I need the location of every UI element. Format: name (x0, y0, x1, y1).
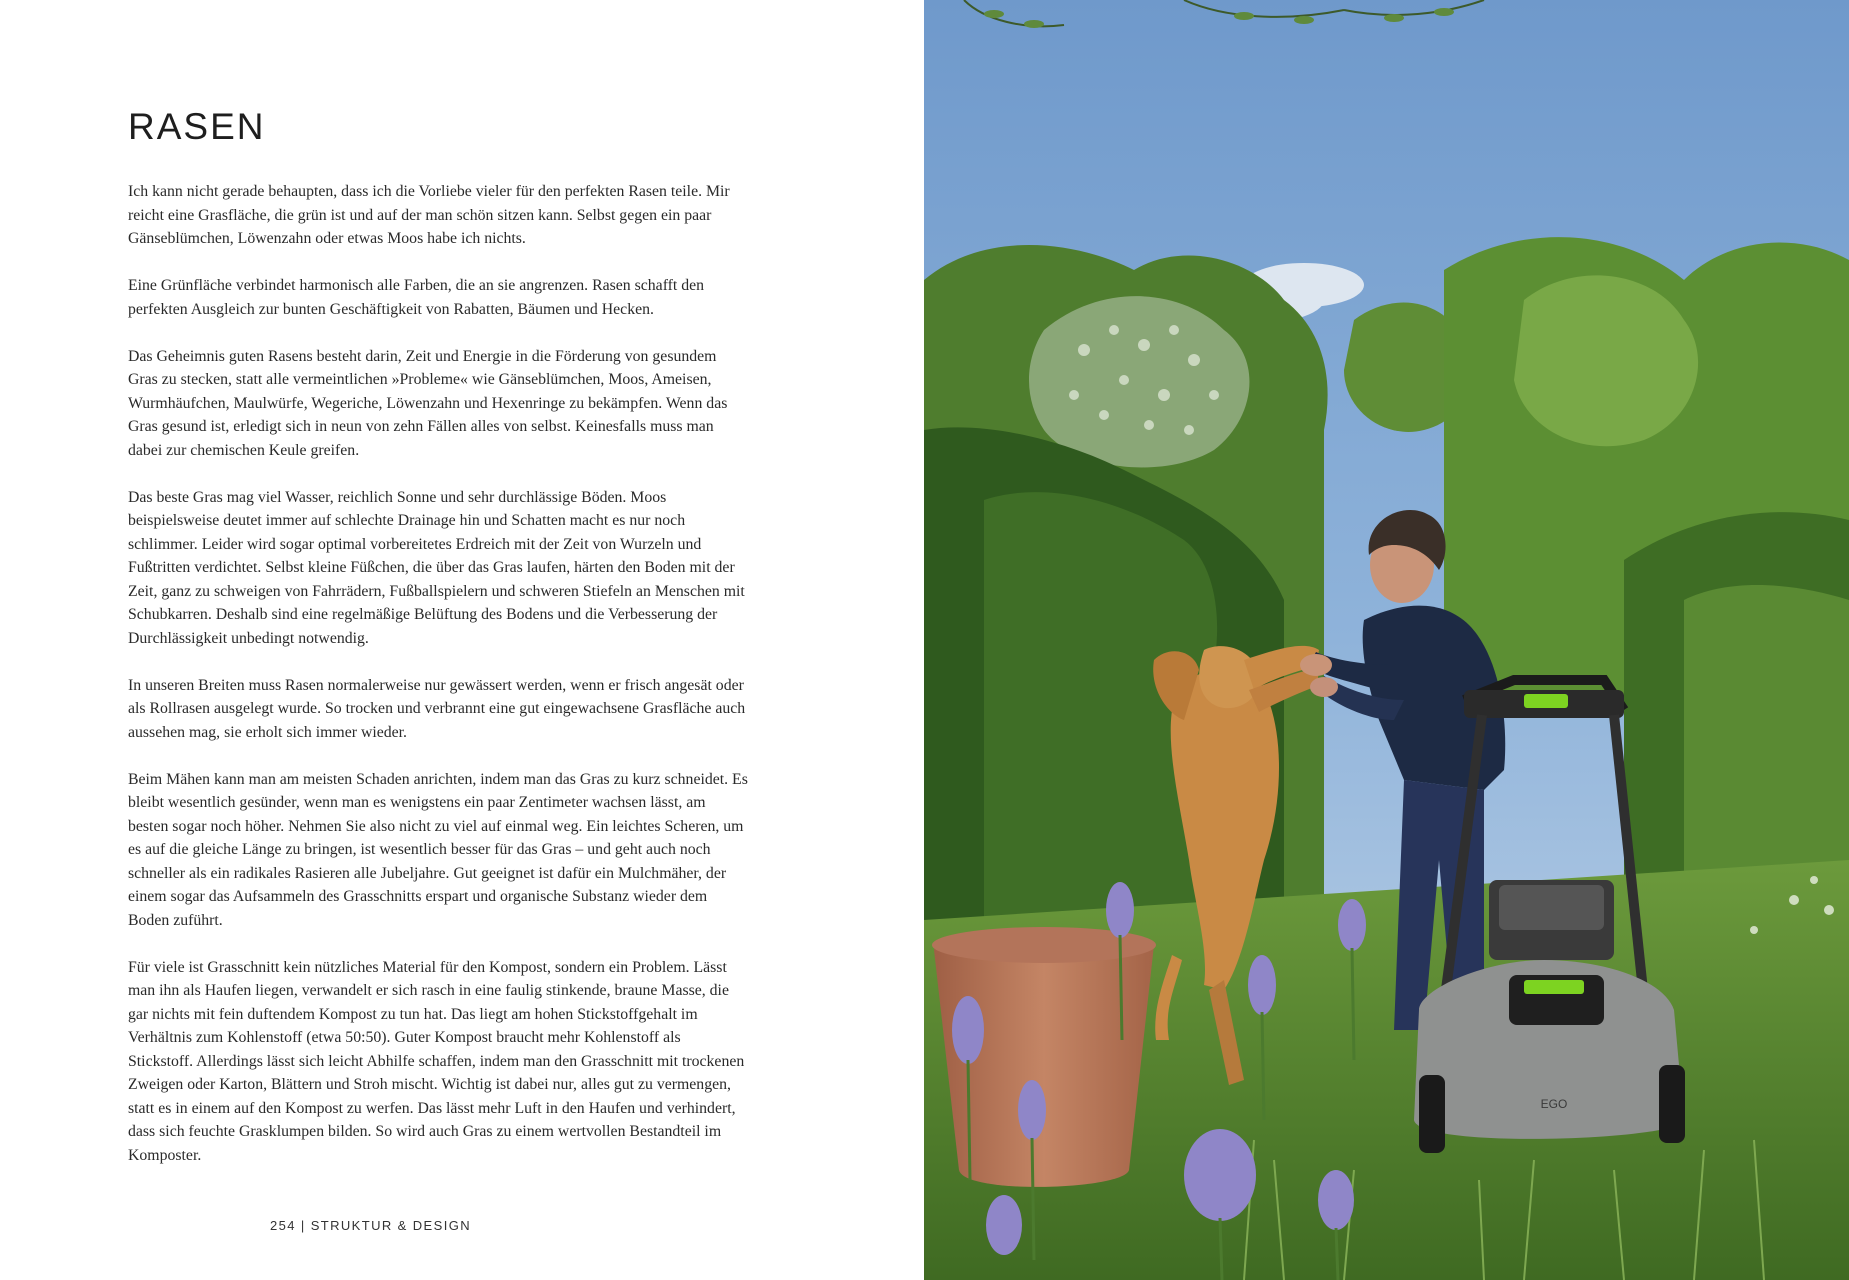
paragraph-2: Eine Grünfläche verbindet harmonisch alle Farben, die an sie angrenzen. Rasen schafft den perfekten Ausgleich zur bunten Geschäftigkeit von Rabatten, Bäumen und Hecken. (128, 277, 705, 318)
mower-brand-label: EGO (1540, 1097, 1568, 1111)
paragraph-1: Ich kann nicht gerade behaupten, dass ich die Vorliebe vieler für den perfekten Rasen teile. Mir reicht eine Grasfläche, die grün ist und auf der man schön sitzen kann. Selbst gegen ein paar Gänseblümchen, Löwenzahn oder etwas Moos habe ich nichts. (128, 183, 730, 247)
left-page (0, 0, 924, 1280)
garden-photo-illustration (924, 0, 1849, 1280)
body-text (128, 180, 748, 1191)
paragraph-4: Das beste Gras mag viel Wasser, reichlich Sonne und sehr durchlässige Böden. Moos beispielsweise deutet immer auf schlechte Drainage hin und Schatten macht es nur noch schlimmer. Leider wird sogar optimal vorbereitetes Erdreich mit der Zeit von Wurzeln und Fußtritten verdichtet. Selbst kleine Füßchen, die über das Gras laufen, härten den Boden mit der Zeit, ganz zu schweigen von Fahrrädern, Fußballspielern und schweren Stiefeln an Menschen mit Schubkarren. Deshalb sind eine regelmäßige Belüftung des Bodens und die Verbesserung der Durchlässigkeit unbedingt notwendig. (128, 488, 745, 647)
garden-photo (924, 0, 1849, 1280)
paragraph-6: Beim Mähen kann man am meisten Schaden anrichten, indem man das Gras zu kurz schneidet. Es bleibt wesentlich gesünder, wenn man es wenigstens ein paar Zentimeter wachsen lässt, am besten sogar noch höher. Nehmen Sie also nicht zu viel auf einmal weg. Ein leichtes Scheren, um es auf die gleiche Länge zu bringen, ist wesentlich besser für das Gras – und geht auch noch schneller als ein radikales Rasieren alle Jubeljahre. Gut geeignet ist dafür ein Mulchmäher, der einem sogar das Aufsammeln des Grasschnitts erspart und organische Substanz wieder dem Boden zuführt. (128, 770, 748, 929)
chapter-title: RASEN (128, 106, 266, 147)
paragraph-3: Das Geheimnis guten Rasens besteht darin, Zeit und Energie in die Förderung von gesundem Gras zu stecken, statt alle vermeintlichen »Probleme« wie Gänseblümchen, Moos, Ameisen, Wurmhäufchen, Maulwürfe, Wegeriche, Löwenzahn und Hexenringe zu bekämpfen. Wenn das Gras gesund ist, erledigt sich in neun von zehn Fällen alles von selbst. Keinesfalls muss man dabei zur chemischen Keule greifen. (128, 347, 728, 459)
right-hedge-highlight (1684, 585, 1849, 900)
page-folio: 254 | STRUKTUR & DESIGN (270, 1218, 472, 1233)
paragraph-5: In unseren Breiten muss Rasen normalerweise nur gewässert werden, wenn er frisch angesät oder als Rollrasen ausgelegt wurde. So trocken und verbrannt eine gut eingewachsene Grasfläche auch aussehen mag, sie erholt sich immer wieder. (128, 676, 746, 741)
paragraph-7: Für viele ist Grasschnitt kein nützliches Material für den Kompost, sondern ein Problem. Lässt man ihn als Haufen liegen, verwandelt er sich rasch in eine faulig stinkende, braune Masse, die gar nichts mit fein duftendem Kompost zu tun hat. Das liegt am hohen Stickstoffgehalt im Verhältnis zum Kohlenstoff (etwa 50:50). Guter Kompost braucht mehr Kohlenstoff als Stickstoff. Allerdings lässt sich leicht Abhilfe schaffen, indem man den Grasschnitt mit trockenen Zweigen oder Karton, Blättern und Stroh mischt. Wichtig ist dabei nur, alles gut zu vermengen, statt es in einem auf den Kompost zu werfen. Das lässt mehr Luft in den Haufen und verhindert, dass sich feuchte Grasklumpen bilden. So wird auch Gras zu einem wertvollen Bestandteil im Komposter. (128, 958, 745, 1164)
